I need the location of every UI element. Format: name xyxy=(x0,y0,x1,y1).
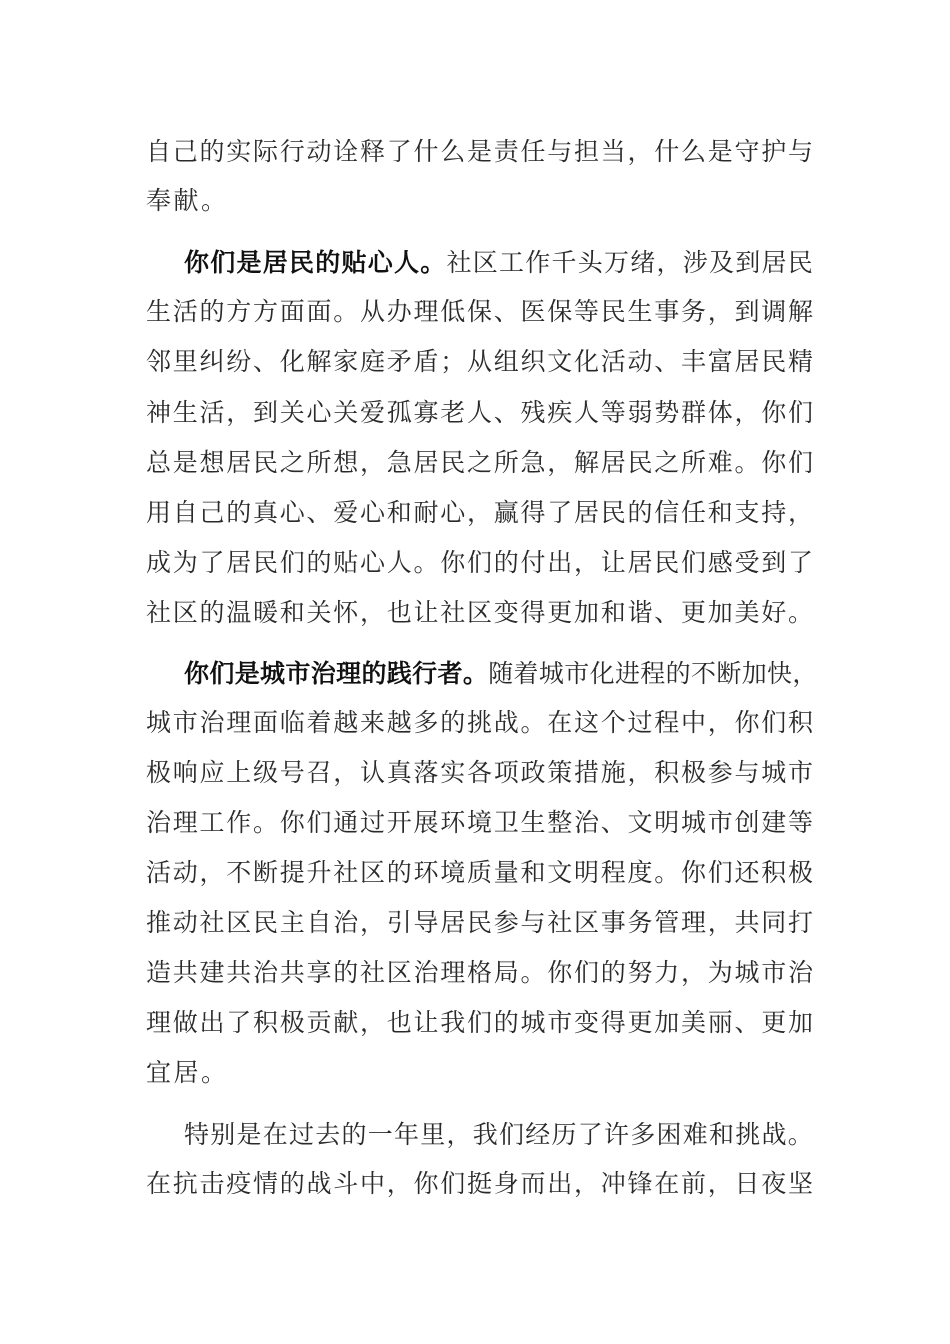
text-line: 神生活，到关心关爱孤寡老人、残疾人等弱势群体，你们 xyxy=(146,398,815,427)
text-line: 奉献。 xyxy=(146,186,229,215)
paragraph-first-line xyxy=(184,654,816,694)
text-run: 随着城市化进程的不断加快， xyxy=(488,659,818,688)
paragraph-heading: 你们是居民的贴心人。 xyxy=(184,248,447,277)
text-line: 活动，不断提升社区的环境质量和文明程度。你们还积极 xyxy=(146,858,815,887)
text-run: 社区工作千头万绪，涉及到居民 xyxy=(446,248,815,277)
text-line: 城市治理面临着越来越多的挑战。在这个过程中，你们积 xyxy=(146,708,815,737)
text-line: 治理工作。你们通过开展环境卫生整治、文明城市创建等 xyxy=(146,808,815,837)
paragraph-first-line: 特别是在过去的一年里，我们经历了许多困难和挑战。 xyxy=(184,1120,815,1149)
text-line: 用自己的真心、爱心和耐心，赢得了居民的信任和支持， xyxy=(146,498,815,527)
text-line: 造共建共治共享的社区治理格局。你们的努力，为城市治 xyxy=(146,958,815,987)
text-line: 在抗击疫情的战斗中，你们挺身而出，冲锋在前，日夜坚 xyxy=(146,1169,815,1198)
text-line: 推动社区民主自治，引导居民参与社区事务管理，共同打 xyxy=(146,908,815,937)
paragraph-first-line xyxy=(184,243,816,283)
text-line: 生活的方方面面。从办理低保、医保等民生事务，到调解 xyxy=(146,297,815,326)
paragraph-heading: 你们是城市治理的践行者。 xyxy=(184,659,489,688)
text-line: 极响应上级号召，认真落实各项政策措施，积极参与城市 xyxy=(146,758,815,787)
text-line: 总是想居民之所想，急居民之所急，解居民之所难。你们 xyxy=(146,448,815,477)
text-line: 邻里纠纷、化解家庭矛盾；从组织文化活动、丰富居民精 xyxy=(146,347,815,376)
text-line: 成为了居民们的贴心人。你们的付出，让居民们感受到了 xyxy=(146,548,815,577)
text-line: 宜居。 xyxy=(146,1058,229,1087)
text-line: 理做出了积极贡献，也让我们的城市变得更加美丽、更加 xyxy=(146,1008,815,1037)
text-line: 社区的温暖和关怀，也让社区变得更加和谐、更加美好。 xyxy=(146,598,815,627)
text-line: 自己的实际行动诠释了什么是责任与担当，什么是守护与 xyxy=(146,137,815,166)
